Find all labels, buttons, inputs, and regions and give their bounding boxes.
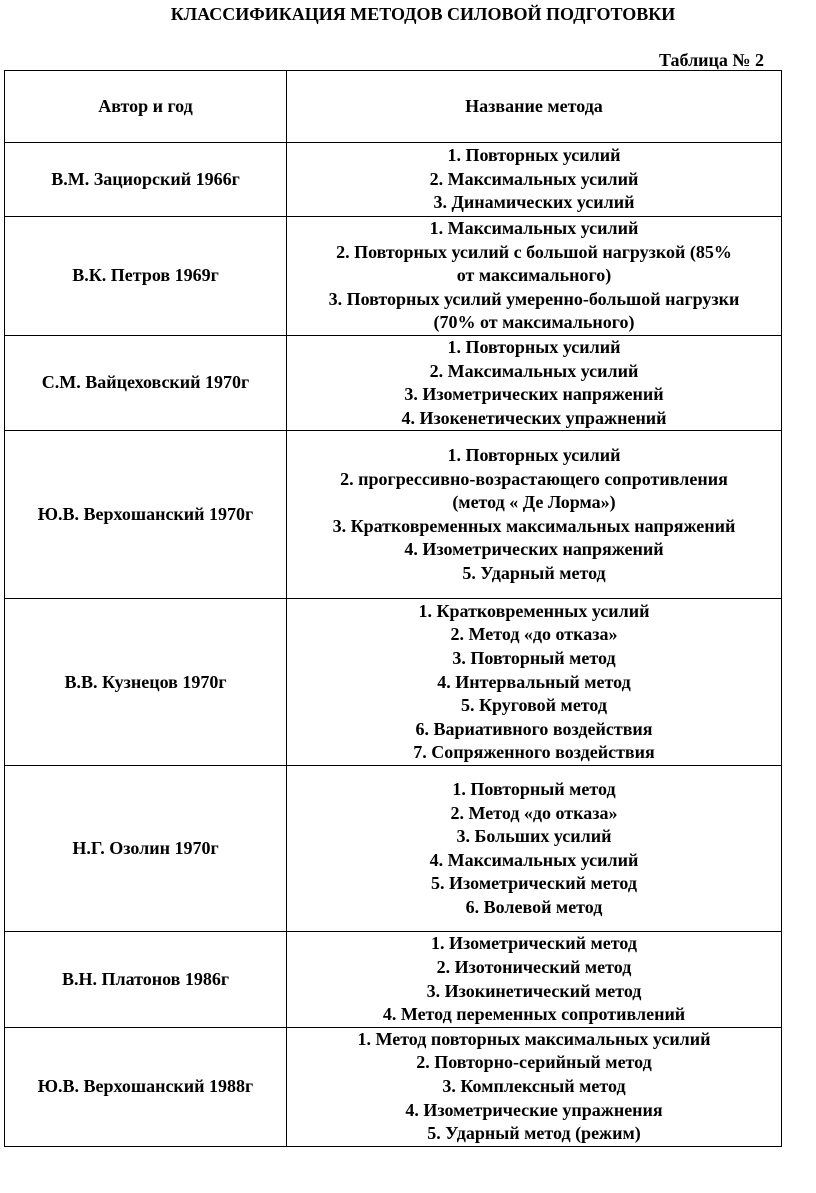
- method-line: 5. Ударный метод (режим): [427, 1123, 641, 1144]
- method-line: 4. Метод переменных сопротивлений: [382, 1004, 686, 1025]
- method-line: 3. Изокинетический метод: [426, 980, 642, 1001]
- method-line: (метод « Де Лорма»): [452, 492, 616, 513]
- table-caption: Таблица № 2: [658, 50, 764, 70]
- author-cell: Н.Г. Озолин 1970г: [5, 766, 287, 932]
- header-author: Автор и год: [5, 71, 287, 143]
- author-cell: В.М. Зациорский 1966г: [5, 143, 287, 217]
- author-cell: В.К. Петров 1969г: [5, 217, 287, 336]
- method-line: 3. Изометрических напряжений: [404, 384, 664, 405]
- method-line: 2. Повторно-серийный метод: [416, 1052, 652, 1073]
- table-header-row: [5, 71, 782, 143]
- method-cell: [287, 217, 782, 336]
- header-method: Название метода: [287, 71, 782, 143]
- method-cell: [287, 143, 782, 217]
- method-cell: [287, 1027, 782, 1146]
- method-line: 1. Изометрический метод: [431, 933, 637, 954]
- method-line: 5. Круговой метод: [460, 695, 607, 716]
- table-row: [5, 932, 782, 1027]
- method-line: 1. Повторный метод: [452, 779, 616, 800]
- method-line: 2. Метод «до отказа»: [450, 802, 618, 823]
- method-line: 4. Изометрические упражнения: [405, 1099, 663, 1120]
- method-line: 5. Ударный метод: [462, 563, 606, 584]
- method-line: 6. Вариативного воздействия: [415, 718, 653, 739]
- method-line: 7. Сопряженного воздействия: [413, 742, 655, 763]
- method-cell: [287, 599, 782, 766]
- method-line: 3. Динамических усилий: [433, 192, 635, 213]
- method-line: 6. Волевой метод: [465, 897, 603, 918]
- method-line: 3. Кратковременных максимальных напряжений: [332, 515, 736, 536]
- method-line: 1. Повторных усилий: [447, 336, 621, 357]
- table-row: [5, 143, 782, 217]
- method-cell: [287, 766, 782, 932]
- method-line: 4. Изокенетических упражнений: [401, 407, 667, 428]
- method-line: 5. Изометрический метод: [431, 873, 637, 894]
- author-cell: С.М. Вайцеховский 1970г: [5, 335, 287, 430]
- author-cell: Ю.В. Верхошанский 1970г: [5, 431, 287, 599]
- method-cell: [287, 932, 782, 1027]
- method-line: 3. Комплексный метод: [442, 1075, 626, 1096]
- method-line: 3. Повторных усилий умеренно-большой нагрузки: [328, 288, 740, 309]
- table-row: [5, 599, 782, 766]
- method-line: 4. Максимальных усилий: [429, 849, 639, 870]
- method-line: 3. Больших усилий: [456, 826, 612, 847]
- method-line: от максимального): [456, 265, 612, 286]
- table-row: [5, 217, 782, 336]
- method-line: 2. Повторных усилий с большой нагрузкой (85%: [336, 241, 732, 262]
- method-line: 1. Повторных усилий: [447, 145, 621, 166]
- method-line: 3. Повторный метод: [452, 647, 616, 668]
- table-row: [5, 431, 782, 599]
- method-cell: [287, 335, 782, 430]
- method-line: 1. Метод повторных максимальных усилий: [357, 1028, 711, 1049]
- author-cell: В.В. Кузнецов 1970г: [5, 599, 287, 766]
- method-line: 2. прогрессивно-возрастающего сопротивления: [340, 468, 728, 489]
- method-cell: [287, 431, 782, 599]
- table-row: [5, 335, 782, 430]
- author-cell: В.Н. Платонов 1986г: [5, 932, 287, 1027]
- method-line: 2. Изотонический метод: [436, 956, 632, 977]
- method-line: 1. Максимальных усилий: [429, 218, 639, 238]
- method-line: 4. Интервальный метод: [437, 671, 631, 692]
- method-line: 2. Метод «до отказа»: [450, 624, 618, 645]
- document-title: КЛАССИФИКАЦИЯ МЕТОДОВ СИЛОВОЙ ПОДГОТОВКИ: [170, 4, 676, 24]
- method-line: 4. Изометрических напряжений: [404, 539, 664, 560]
- methods-table: [4, 70, 782, 1147]
- table-body: [5, 143, 782, 1147]
- method-line: 2. Максимальных усилий: [429, 168, 639, 189]
- method-line: (70% от максимального): [433, 312, 635, 333]
- method-line: 1. Кратковременных усилий: [418, 600, 650, 621]
- method-line: 1. Повторных усилий: [447, 445, 621, 466]
- table-row: [5, 1027, 782, 1146]
- table-row: [5, 766, 782, 932]
- method-line: 2. Максимальных усилий: [429, 360, 639, 381]
- author-cell: Ю.В. Верхошанский 1988г: [5, 1027, 287, 1146]
